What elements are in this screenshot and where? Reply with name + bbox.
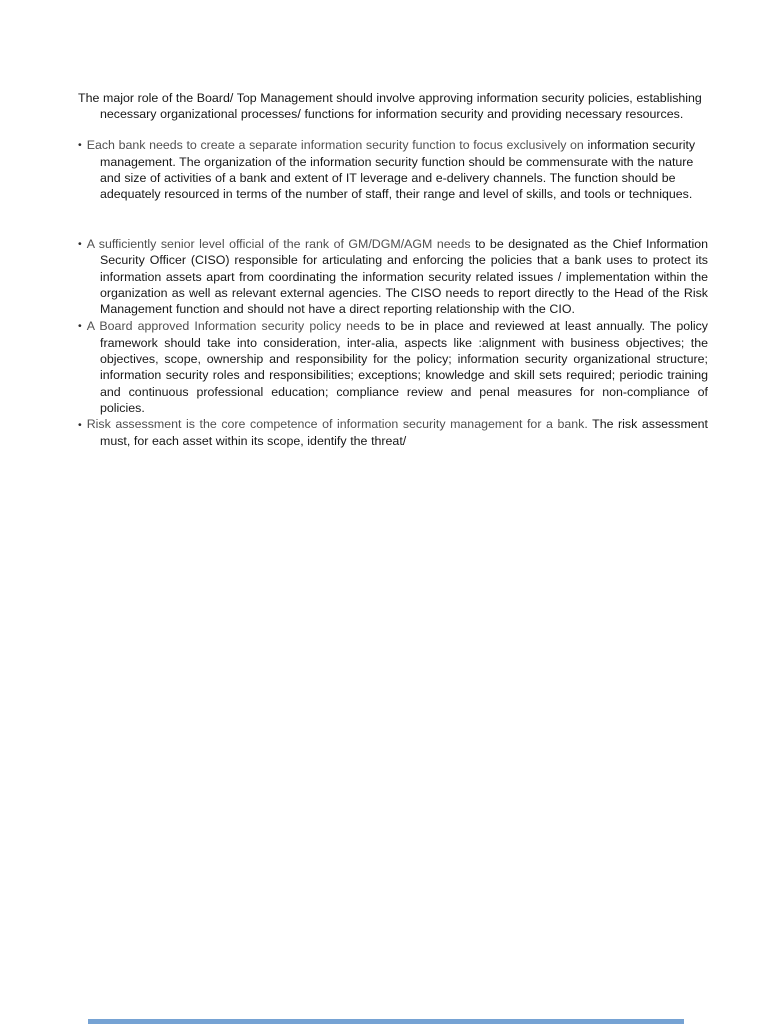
bullet-icon: • <box>78 139 82 152</box>
bullet-icon: • <box>78 238 82 251</box>
paragraph <box>78 90 708 123</box>
paragraph <box>78 137 708 203</box>
text-run: s to be in place and reviewed at least annually. The policy framework should take into consideration, inter-alia, aspects like :alignment with business objectives; the objectives, scope, ownership and responsibility for the policy; information security organizational structure; information security roles and responsibilities; exceptions; knowledge and skill sets required; periodic training and continuous professional education; compliance review and penal measures for non-compliance of policies. <box>100 318 708 415</box>
paragraph <box>78 318 708 417</box>
bullet-icon: • <box>78 418 82 431</box>
paragraph <box>78 236 708 318</box>
bullet-icon: • <box>78 320 82 333</box>
text-run: information security management. The organization of the information security function should be commensurate with the nature and size of activities of a bank and extent of IT leverage and e-delivery channels. The function should be adequately resourced in terms of the number of staff, their range and level of skills, and tools or techniques. <box>100 137 696 202</box>
text-run: Risk assessment is the core competence of information security management for a bank. <box>86 417 593 432</box>
text-run: to be designated as the Chief Information Security Officer (CISO) responsible for articulating and enforcing the policies that a bank uses to protect its information assets apart from coordinating the information security related issues / implementation within the organization as well as relevant external agencies. The CISO needs to report directly to the Head of the Risk Management function and should not have a direct reporting relationship with the CIO. <box>100 236 708 317</box>
text-run: The major role of the Board/ Top Management should involve approving information security policies, establishing necessary organizational processes/ functions for information security and providing necessary resources. <box>78 91 702 122</box>
document-body <box>78 90 708 450</box>
paragraph <box>78 416 708 449</box>
text-run: A Board approved Information security policy need <box>86 318 374 333</box>
text-run: Each bank needs to create a separate information security function to focus exclusively on <box>86 137 588 152</box>
text-run: A sufficiently senior level official of the rank of GM/DGM/AGM needs <box>86 236 476 251</box>
bottom-bar-edge <box>88 1019 684 1024</box>
text-run: The risk assessment must, for each asset within its scope, identify the threat/ <box>100 417 708 449</box>
